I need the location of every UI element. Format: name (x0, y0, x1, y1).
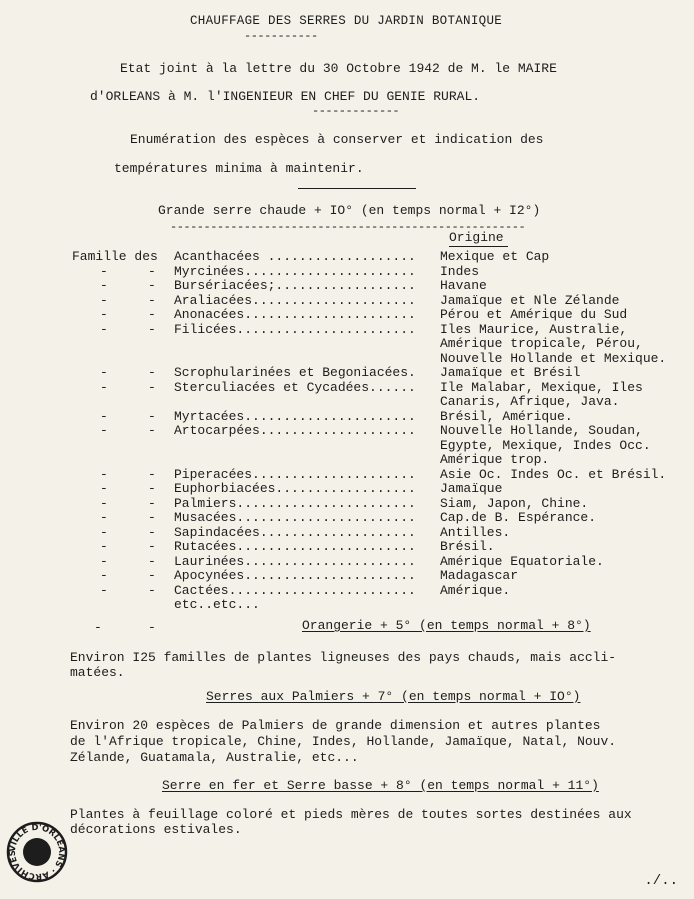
family-origin: Cap.de B. Espérance. (440, 510, 597, 525)
dash-marker: - (148, 263, 156, 279)
family-origin: Iles Maurice, Australie, (440, 321, 628, 337)
dash-marker: - (100, 321, 108, 337)
dash-marker: - (100, 379, 108, 395)
family-prefix: Famille des (72, 249, 158, 264)
dash-marker: - (148, 620, 156, 635)
family-origin: Madagascar (440, 568, 519, 583)
dash-marker: - (148, 510, 156, 525)
dash-marker: - (148, 408, 156, 424)
serre-fer-heading: Serre en fer et Serre basse + 8° (en temps normal + 11°) (162, 778, 599, 793)
title-underline: ----------- (244, 29, 318, 43)
family-origin: Brésil, Amérique. (440, 408, 573, 424)
dash-marker: - (94, 620, 102, 635)
palmiers-text-2: de l'Afrique tropicale, Chine, Indes, Hollande, Jamaïque, Natal, Nouv. (70, 734, 617, 749)
family-name: Cactées........................ (174, 582, 416, 598)
family-origin: Brésil. (440, 539, 495, 554)
dash-marker: - (148, 539, 156, 554)
family-origin: Jamaïque (440, 481, 503, 496)
grande-serre-heading: Grande serre chaude + IO° (en temps normal + I2°) (158, 203, 541, 218)
grande-serre-underline: ----------------------------------------------------- (170, 220, 526, 234)
family-name: Palmiers....................... (174, 495, 416, 511)
family-name: Laurinées...................... (174, 553, 416, 569)
family-name: Anonacées...................... (174, 307, 416, 322)
family-origin: Egypte, Mexique, Indes Occ. (440, 437, 651, 453)
orangerie-text-2: matées. (70, 665, 125, 680)
dash-marker: - (148, 495, 156, 511)
etc-line: etc..etc... (174, 597, 260, 612)
family-origin: Jamaïque et Brésil (440, 365, 581, 380)
family-origin: Antilles. (440, 524, 511, 540)
document-title: CHAUFFAGE DES SERRES DU JARDIN BOTANIQUE (190, 14, 503, 28)
serre-fer-text-1: Plantes à feuillage coloré et pieds mères de toutes sortes destinées aux (70, 807, 632, 822)
dash-marker: - (148, 365, 156, 380)
dash-marker: - (148, 524, 156, 540)
dash-marker: - (100, 423, 108, 438)
dash-marker: - (100, 553, 108, 569)
dash-marker: - (148, 307, 156, 322)
family-origin: Amérique. (440, 582, 511, 598)
family-name: Apocynées...................... (174, 568, 416, 583)
family-origin: Mexique et Cap (440, 249, 550, 264)
dash-marker: - (100, 524, 108, 540)
family-name: Filicées....................... (174, 321, 416, 337)
intro-line-2: températures minima à maintenir. (114, 161, 364, 176)
dash-marker: - (100, 582, 108, 598)
family-name: Sapindacées.................... (174, 524, 416, 540)
dash-marker: - (148, 568, 156, 583)
section-divider (298, 188, 416, 189)
dash-marker: - (100, 495, 108, 511)
dash-marker: - (148, 553, 156, 569)
family-origin: Amérique Equatoriale. (440, 553, 604, 569)
dash-marker: - (100, 278, 108, 293)
family-name: Scrophularinées et Begoniacées. (174, 365, 416, 380)
family-name: Myrcinées...................... (174, 263, 416, 279)
palmiers-text-3: Zélande, Guatamala, Australie, etc... (70, 750, 359, 765)
dash-marker: - (148, 423, 156, 438)
origin-column-header: Origine (449, 230, 508, 247)
intro-line-1: Enumération des espèces à conserver et indication des (130, 132, 544, 147)
dash-marker: - (148, 582, 156, 598)
family-name: Sterculiacées et Cycadées...... (174, 379, 416, 395)
family-name: Rutacées....................... (174, 539, 416, 554)
continuation-mark: ./.. (644, 873, 678, 889)
orangerie-text-1: Environ I25 familles de plantes ligneuses des pays chauds, mais accli- (70, 650, 617, 665)
dash-marker: - (100, 481, 108, 496)
dash-marker: - (100, 466, 108, 482)
dash-marker: - (100, 292, 108, 308)
family-name: Myrtacées...................... (174, 408, 416, 424)
dash-marker: - (100, 408, 108, 424)
dash-marker: - (148, 379, 156, 395)
family-origin: Ile Malabar, Mexique, Iles (440, 379, 643, 395)
family-origin: Havane (440, 278, 487, 293)
family-name: Araliacées..................... (174, 292, 416, 308)
family-origin: Canaris, Afrique, Java. (440, 394, 620, 409)
dash-marker: - (100, 365, 108, 380)
family-origin: Indes (440, 263, 480, 279)
dash-marker: - (100, 539, 108, 554)
dash-marker: - (100, 307, 108, 322)
serre-fer-text-2: décorations estivales. (70, 822, 242, 837)
dash-marker: - (148, 481, 156, 496)
family-origin: Amérique trop. (440, 452, 550, 467)
dash-marker: - (100, 568, 108, 583)
family-origin: Amérique tropicale, Pérou, (440, 336, 643, 351)
archives-stamp (6, 821, 68, 883)
family-name: Euphorbiacées.................. (174, 481, 416, 496)
family-origin: Siam, Japon, Chine. (440, 495, 589, 511)
family-origin: Asie Oc. Indes Oc. et Brésil. (440, 466, 667, 482)
family-origin: Nouvelle Hollande et Mexique. (440, 350, 667, 366)
header-line-1: Etat joint à la lettre du 30 Octobre 1942 de M. le MAIRE (120, 61, 557, 76)
stamp-text: VILLE D'ORLÉANS · ARCHIVES (6, 821, 68, 883)
header-line-2: d'ORLEANS à M. l'INGENIEUR EN CHEF DU GENIE RURAL. (90, 89, 481, 104)
dash-marker: - (148, 321, 156, 337)
dash-marker: - (148, 466, 156, 482)
family-name: Artocarpées.................... (174, 423, 416, 438)
header-underline: ------------- (312, 104, 400, 118)
orangerie-heading: Orangerie + 5° (en temps normal + 8°) (302, 618, 591, 633)
dash-marker: - (100, 510, 108, 525)
dash-marker: - (100, 263, 108, 279)
family-name: Acanthacées ................... (174, 249, 416, 264)
family-name: Musacées....................... (174, 510, 416, 525)
dash-marker: - (148, 292, 156, 308)
family-name: Piperacées..................... (174, 466, 416, 482)
family-origin: Jamaïque et Nle Zélande (440, 292, 620, 308)
palmiers-text-1: Environ 20 espèces de Palmiers de grande dimension et autres plantes (70, 718, 601, 733)
family-origin: Pérou et Amérique du Sud (440, 307, 628, 322)
palmiers-heading: Serres aux Palmiers + 7° (en temps normal + IO°) (206, 689, 581, 704)
dash-marker: - (148, 278, 156, 293)
family-origin: Nouvelle Hollande, Soudan, (440, 423, 643, 438)
family-name: Bursériacées;.................. (174, 278, 416, 293)
